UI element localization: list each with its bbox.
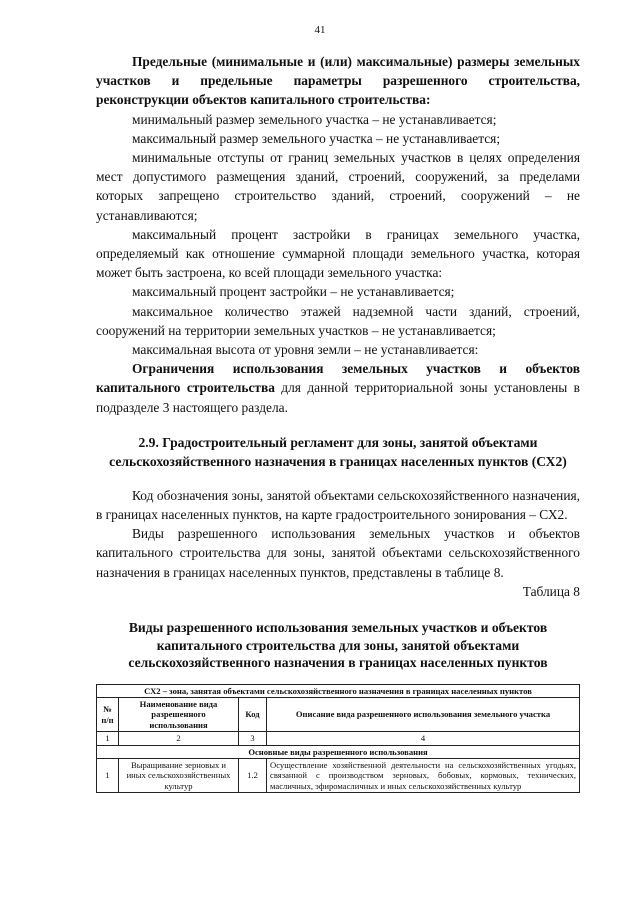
parameter-item: максимальный процент застройки в границах земельного участка, определяемый как отношение суммарной площади земельного участка, которая может быть застроена, ко всей площади земельного участка:	[96, 226, 580, 281]
section-heading: 2.9. Градостроительный регламент для зоны, занятой объектами сельскохозяйственного назначения в границах населенных пунктов (СХ2)	[109, 434, 567, 470]
table-row	[97, 759, 580, 793]
parameter-item: максимальное количество этажей надземной части зданий, строений, сооружений на территории земельных участков – не устанавливается;	[96, 303, 580, 338]
table-zone-header: СХ2 – зона, занятая объектами сельскохозяйственного назначения в границах населенных пунктов	[97, 684, 580, 697]
restrictions-paragraph	[96, 359, 580, 417]
page-content	[96, 52, 580, 793]
table-zone-header-row	[97, 684, 580, 697]
parameter-item: максимальная высота от уровня земли – не устанавливается:	[132, 342, 479, 358]
table-group-header-row	[97, 745, 580, 758]
parameter-item: максимальный размер земельного участка – не устанавливается;	[132, 130, 501, 146]
col-number: 1	[97, 732, 119, 745]
zone-code-paragraph: Код обозначения зоны, занятой объектами сельскохозяйственного назначения, в границах населенных пунктов, на карте градостроительного зонирования – СХ2.	[96, 487, 580, 523]
page-number: 41	[314, 24, 326, 36]
zone-uses-paragraph: Виды разрешенного использования земельных участков и объектов капитального строительства для зоны, занятой объектами сельскохозяйственного назначения в границах населенных пунктов, представлены в таблице 8.	[96, 526, 580, 580]
restrictions-bold-text: Ограничения использования земельных участков и объектов капитального строительства	[96, 361, 580, 396]
parameters-heading: Предельные (минимальные и (или) максимальные) размеры земельных участков и предельные параметры разрешенного строительства, реконструкции объектов капитального строительства:	[96, 54, 580, 108]
restrictions-text: для данной территориальной зоны установлены в подразделе 3 настоящего раздела.	[96, 380, 580, 415]
col-number: 2	[119, 732, 239, 745]
permitted-uses-table	[96, 684, 580, 794]
col-number: 4	[267, 732, 580, 745]
col-number: 3	[239, 732, 267, 745]
table-column-headers	[97, 697, 580, 731]
row-num: 1	[97, 759, 119, 793]
row-description: Осуществление хозяйственной деятельности на сельскохозяйственных угодьях, связанной с производством зерновых, бобовых, кормовых, технических, масличных, эфиромасличных и иных сельскохозяйственных культур	[267, 759, 580, 793]
parameter-item: минимальные отступы от границ земельных участков в целях определения мест допустимого размещения зданий, строений, сооружений, за пределами которых запрещено строительство зданий, строений, сооружений – не устанавливаются;	[96, 150, 580, 223]
col-header-code: Код	[239, 697, 267, 731]
row-code: 1.2	[239, 759, 267, 793]
table-label: Таблица 8	[522, 583, 580, 599]
table-group-header: Основные виды разрешенного использования	[97, 745, 580, 758]
col-header-description: Описание вида разрешенного использования земельного участка	[267, 697, 580, 731]
row-name: Выращивание зерновых и иных сельскохозяйственных культур	[119, 759, 239, 793]
col-header-name: Наименование вида разрешенного использования	[119, 697, 239, 731]
parameter-item: максимальный процент застройки – не устанавливается;	[132, 284, 455, 300]
parameter-item: минимальный размер земельного участка – не устанавливается;	[132, 111, 497, 127]
table-title: Виды разрешенного использования земельных участков и объектов капитального строительства для зоны, занятой объектами сельскохозяйственного назначения в границах населенных пунктов	[128, 620, 548, 671]
col-header-num: № п/п	[97, 697, 119, 731]
table-column-numbers	[97, 732, 580, 745]
